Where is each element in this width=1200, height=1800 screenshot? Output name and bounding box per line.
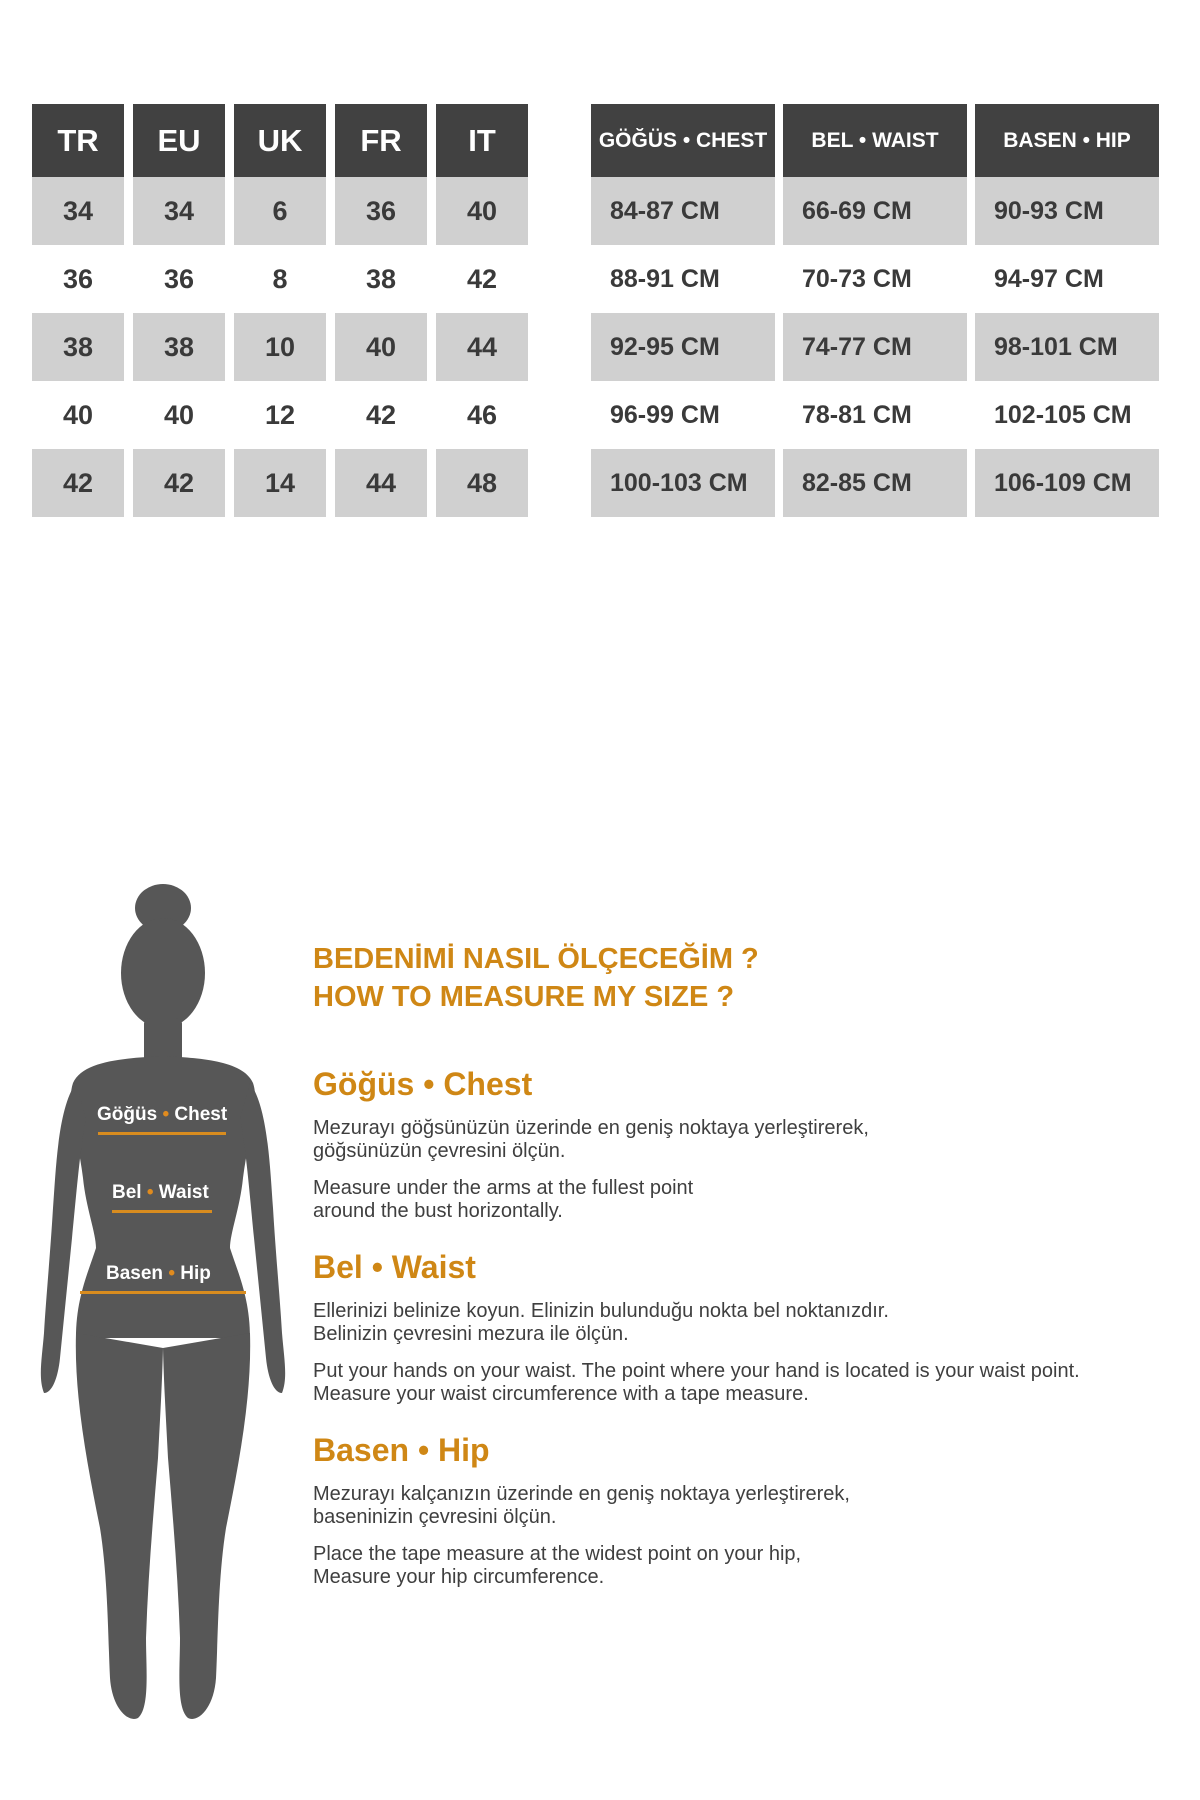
table-cell: 6	[234, 177, 326, 245]
measure-table-header-row	[591, 104, 1167, 177]
section-text-hip-en: Place the tape measure at the widest point on your hip, Measure your hip circumference.	[313, 1543, 802, 1588]
table-cell: 78-81 CM	[802, 400, 912, 429]
size-table-header-row	[32, 104, 537, 177]
table-row	[591, 313, 1167, 381]
table-cell: 74-77 CM	[783, 313, 967, 381]
table-cell: 42	[32, 449, 124, 517]
figure-waist-label-tr: Bel	[112, 1182, 142, 1203]
body-silhouette-illustration	[38, 878, 288, 1728]
table-cell: 48	[436, 449, 528, 517]
section-text-waist-en: Put your hands on your waist. The point where your hand is located is your waist point. Measure your waist circumference with a tape measure.	[313, 1360, 1080, 1405]
table-row	[591, 177, 1167, 245]
table-cell: 44	[436, 313, 528, 381]
table-cell: 66-69 CM	[783, 177, 967, 245]
table-cell: 40	[62, 399, 94, 430]
size-conversion-table	[32, 104, 537, 517]
table-row	[32, 313, 537, 381]
table-cell: 82-85 CM	[783, 449, 967, 517]
table-cell: 38	[365, 263, 397, 294]
figure-chest-label-tr: Göğüs	[97, 1104, 158, 1125]
table-cell: 102-105 CM	[994, 400, 1132, 429]
table-cell: 36	[62, 263, 94, 294]
section-text-chest-en: Measure under the arms at the fullest point around the bust horizontally.	[313, 1177, 694, 1222]
table-row	[32, 177, 537, 245]
section-title-waist: Bel • Waist	[313, 1249, 476, 1285]
header-chest: GÖĞÜS • CHEST	[591, 104, 775, 177]
table-row	[32, 449, 537, 517]
figure-chest-label	[97, 1104, 227, 1126]
table-row	[591, 381, 1167, 449]
measuring-guide	[313, 940, 1173, 1589]
table-cell: 100-103 CM	[591, 449, 775, 517]
section-text-hip-tr: Mezurayı kalçanızın üzerinde en geniş noktaya yerleştirerek, baseninizin çevresini ölçün.	[313, 1483, 850, 1528]
table-row	[591, 245, 1167, 313]
separator-dot: •	[146, 1182, 154, 1203]
table-cell: 14	[234, 449, 326, 517]
table-cell: 10	[234, 313, 326, 381]
table-cell: 84-87 CM	[591, 177, 775, 245]
table-cell: 44	[335, 449, 427, 517]
table-cell: 36	[163, 263, 195, 294]
table-cell: 8	[272, 263, 288, 294]
table-row	[32, 381, 537, 449]
table-cell: 38	[32, 313, 124, 381]
table-cell: 42	[133, 449, 225, 517]
table-cell: 36	[335, 177, 427, 245]
header-tr: TR	[32, 104, 124, 177]
table-row	[591, 449, 1167, 517]
header-hip: BASEN • HIP	[975, 104, 1159, 177]
body-measurement-table	[591, 104, 1167, 517]
header-it: IT	[436, 104, 528, 177]
section-text-chest-tr: Mezurayı göğsünüzün üzerinde en geniş noktaya yerleştirerek, göğsünüzün çevresini ölçün.	[313, 1117, 869, 1162]
figure-waist-label	[112, 1182, 209, 1204]
table-cell: 106-109 CM	[975, 449, 1159, 517]
section-text-waist-tr: Ellerinizi belinize koyun. Elinizin bulunduğu nokta bel noktanızdır. Belinizin çevresini mezura ile ölçün.	[313, 1300, 889, 1345]
table-cell: 38	[133, 313, 225, 381]
header-uk: UK	[234, 104, 326, 177]
guide-title-en: HOW TO MEASURE MY SIZE ?	[313, 981, 735, 1013]
section-title-chest: Göğüs • Chest	[313, 1066, 533, 1102]
table-cell: 34	[133, 177, 225, 245]
hip-tape-line	[80, 1291, 246, 1294]
table-row	[32, 245, 537, 313]
table-cell: 98-101 CM	[975, 313, 1159, 381]
table-cell: 40	[436, 177, 528, 245]
table-cell: 94-97 CM	[994, 264, 1104, 293]
table-cell: 92-95 CM	[591, 313, 775, 381]
table-cell: 46	[466, 399, 498, 430]
header-fr: FR	[335, 104, 427, 177]
header-eu: EU	[133, 104, 225, 177]
table-cell: 12	[264, 399, 296, 430]
figure-hip-label	[106, 1263, 211, 1285]
waist-tape-line	[112, 1210, 212, 1213]
table-cell: 42	[365, 399, 397, 430]
figure-waist-label-en: Waist	[158, 1182, 209, 1203]
figure-hip-label-en: Hip	[180, 1263, 211, 1284]
figure-chest-label-en: Chest	[174, 1104, 228, 1125]
separator-dot: •	[162, 1104, 170, 1125]
section-title-hip: Basen • Hip	[313, 1432, 490, 1468]
figure-hip-label-tr: Basen	[106, 1263, 164, 1284]
separator-dot: •	[168, 1263, 175, 1284]
table-cell: 88-91 CM	[610, 264, 720, 293]
table-cell: 90-93 CM	[975, 177, 1159, 245]
chest-tape-line	[98, 1132, 226, 1135]
table-cell: 40	[163, 399, 195, 430]
table-cell: 70-73 CM	[802, 264, 912, 293]
table-cell: 40	[335, 313, 427, 381]
table-cell: 42	[466, 263, 498, 294]
table-cell: 96-99 CM	[610, 400, 720, 429]
guide-title-tr: BEDENİMİ NASIL ÖLÇECEĞİM ?	[313, 943, 759, 975]
table-cell: 34	[32, 177, 124, 245]
header-waist: BEL • WAIST	[783, 104, 967, 177]
